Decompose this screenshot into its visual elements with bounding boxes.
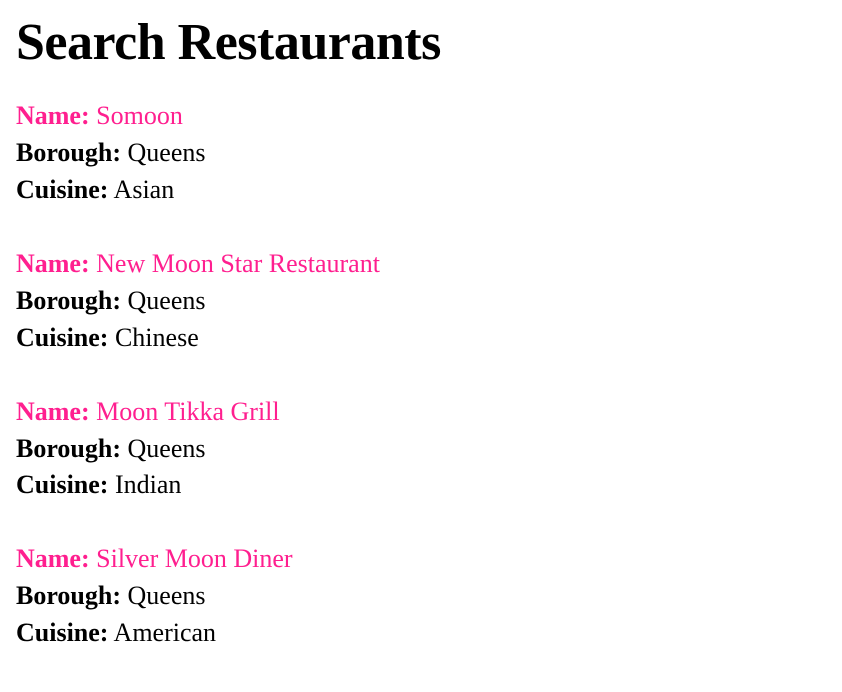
cuisine-label: Cuisine: [16,618,109,648]
restaurant-cuisine-value: American [113,618,217,648]
restaurant-borough-value: Queens [127,581,206,611]
borough-label: Borough: [16,581,121,611]
restaurant-result-item [16,98,826,209]
restaurant-borough-value: Queens [127,433,206,463]
page-title: Search Restaurants [16,14,441,71]
restaurant-name-value: Somoon [96,101,183,131]
borough-label: Borough: [16,285,121,315]
name-label: Name: [16,248,90,278]
name-label: Name: [16,396,90,426]
borough-label: Borough: [16,138,121,168]
restaurant-name-value: Moon Tikka Grill [96,396,280,426]
restaurant-borough-row [16,578,826,615]
restaurant-name-value: Silver Moon Diner [96,544,293,574]
restaurant-borough-value: Queens [127,285,206,315]
name-label: Name: [16,544,90,574]
restaurant-name-row [16,246,826,283]
restaurant-cuisine-value: Indian [114,470,182,500]
restaurant-name-row [16,98,826,135]
restaurant-result-item [16,246,826,357]
restaurant-cuisine-row [16,467,826,504]
restaurant-name-value: New Moon Star Restaurant [96,248,380,278]
restaurant-borough-row [16,431,826,468]
restaurant-cuisine-row [16,615,826,652]
restaurant-borough-row [16,283,826,320]
restaurant-cuisine-value: Asian [113,175,175,205]
restaurant-cuisine-value: Chinese [114,322,199,352]
restaurant-borough-value: Queens [127,138,206,168]
restaurant-cuisine-row [16,320,826,357]
restaurant-result-item [16,394,826,505]
borough-label: Borough: [16,433,121,463]
restaurant-borough-row [16,135,826,172]
cuisine-label: Cuisine: [16,470,109,500]
restaurant-name-row [16,394,826,431]
cuisine-label: Cuisine: [16,175,109,205]
restaurant-name-row [16,541,826,578]
name-label: Name: [16,101,90,131]
restaurant-cuisine-row [16,172,826,209]
cuisine-label: Cuisine: [16,322,109,352]
restaurant-result-item [16,541,826,652]
